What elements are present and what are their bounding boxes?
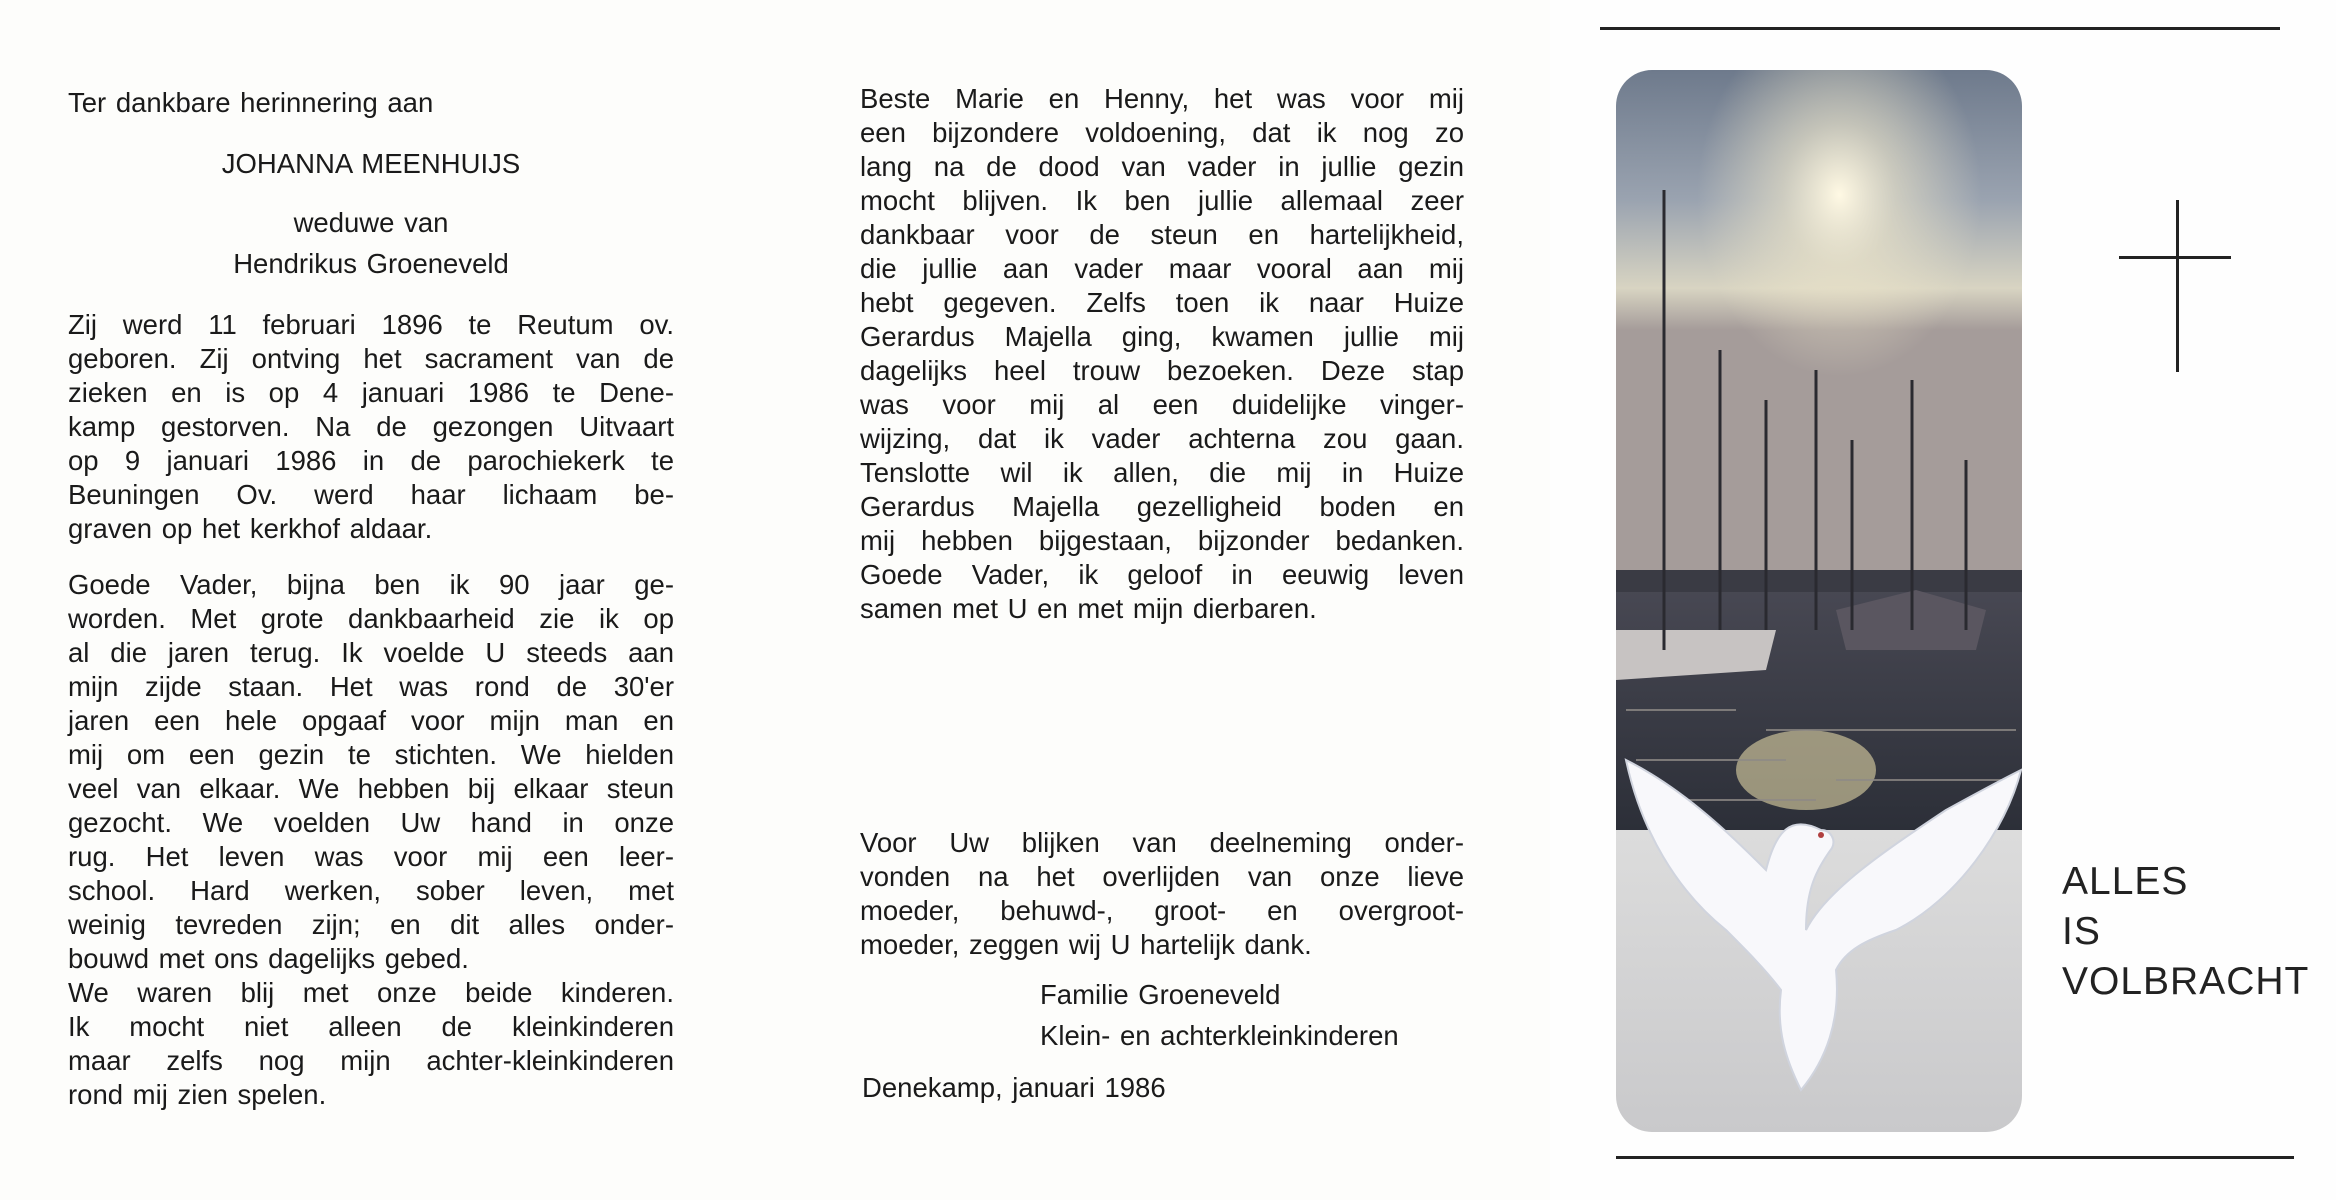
family-signature: Familie Groeneveld — [1040, 979, 1281, 1010]
text-line: rond mij zien spelen. — [68, 1079, 327, 1110]
text-line: al die jaren terug. Ik voelde U steeds aan — [68, 637, 674, 668]
text-line: veel van elkaar. We hebben bij elkaar steun — [68, 773, 674, 804]
text-line: Gerardus Majella gezelligheid boden en — [860, 491, 1464, 522]
text-line: Goede Vader, bijna ben ik 90 jaar ge- — [68, 569, 674, 600]
cross-icon — [2176, 200, 2179, 372]
harbor-photo-illustration — [1616, 70, 2022, 1132]
text-line: die jullie aan vader maar vooral aan mij — [860, 253, 1464, 284]
text-line: was voor mij al een duidelijke vinger- — [860, 389, 1464, 420]
thanks-paragraph — [860, 826, 1464, 962]
bottom-rule — [1616, 1156, 2294, 1159]
text-line: dagelijks heel trouw bezoeken. Deze stap — [860, 355, 1464, 386]
intro-text: Ter dankbare herinnering aan — [68, 87, 434, 118]
text-line: samen met U en met mijn dierbaren. — [860, 593, 1317, 624]
cross-bar — [2119, 256, 2231, 259]
text-line: mij om een gezin te stichten. We hielden — [68, 739, 674, 770]
text-line: moeder, zeggen wij U hartelijk dank. — [860, 929, 1312, 960]
text-line: lang na de dood van vader in jullie gezin — [860, 151, 1464, 182]
motto-line: ALLES — [2062, 860, 2189, 903]
deceased-name: JOHANNA MEENHUIJS — [221, 148, 521, 179]
left-panel — [0, 0, 860, 1200]
text-line: Voor Uw blijken van deelneming onder- — [860, 827, 1464, 858]
harbor-sunset-photo — [1616, 70, 2022, 1132]
biography-paragraph — [68, 308, 674, 546]
text-line: een bijzondere voldoening, dat ik nog zo — [860, 117, 1464, 148]
text-line: bouwd met ons dagelijks gebed. — [68, 943, 469, 974]
text-line: mijn zijde staan. Het was rond de 30'er — [68, 671, 674, 702]
text-line: zieken en is op 4 januari 1986 te Dene- — [68, 377, 674, 408]
text-line: Zij werd 11 februari 1896 te Reutum ov. — [68, 309, 674, 340]
text-line: vonden na het overlijden van onze lieve — [860, 861, 1464, 892]
text-line: rug. Het leven was voor mij een leer- — [68, 841, 674, 872]
text-line: hebt gegeven. Zelfs toen ik naar Huize — [860, 287, 1464, 318]
letter-paragraph — [860, 82, 1464, 626]
grandchildren-signature: Klein- en achterkleinkinderen — [1040, 1020, 1399, 1051]
motto-line: VOLBRACHT — [2062, 960, 2310, 1003]
text-line: maar zelfs nog mijn achter-kleinkinderen — [68, 1045, 674, 1076]
text-line: mij hebben bijgestaan, bijzonder bedanken. — [860, 525, 1464, 556]
prayer-paragraph — [68, 568, 674, 1112]
text-line: op 9 januari 1986 in de parochiekerk te — [68, 445, 674, 476]
top-rule — [1600, 27, 2280, 30]
place-date: Denekamp, januari 1986 — [862, 1072, 1166, 1103]
text-line: graven op het kerkhof aldaar. — [68, 513, 433, 544]
text-line: geboren. Zij ontving het sacrament van de — [68, 343, 674, 374]
text-line: Tenslotte wil ik allen, die mij in Huize — [860, 457, 1464, 488]
text-line: moeder, behuwd-, groot- en overgroot- — [860, 895, 1464, 926]
text-line: weinig tevreden zijn; en dit alles onder- — [68, 909, 674, 940]
text-line: gezocht. We voelden Uw hand in onze — [68, 807, 674, 838]
motto-line: IS — [2062, 910, 2101, 953]
text-line: We waren blij met onze beide kinderen. — [68, 977, 674, 1008]
text-line: Beuningen Ov. werd haar lichaam be- — [68, 479, 674, 510]
text-line: dankbaar voor de steun en hartelijkheid, — [860, 219, 1464, 250]
text-line: school. Hard werken, sober leven, met — [68, 875, 674, 906]
text-line: wijzing, dat ik vader achterna zou gaan. — [860, 423, 1464, 454]
motto-text — [2062, 857, 2309, 1007]
text-line: Beste Marie en Henny, het was voor mij — [860, 83, 1464, 114]
text-line: Goede Vader, ik geloof in eeuwig leven — [860, 559, 1464, 590]
text-line: kamp gestorven. Na de gezongen Uitvaart — [68, 411, 674, 442]
text-line: Ik mocht niet alleen de kleinkinderen — [68, 1011, 674, 1042]
husband-name: Hendrikus Groeneveld — [233, 248, 509, 279]
widow-of-text: weduwe van — [293, 207, 449, 238]
text-line: mocht blijven. Ik ben jullie allemaal zeer — [860, 185, 1464, 216]
text-line: worden. Met grote dankbaarheid zie ik op — [68, 603, 674, 634]
text-line: jaren een hele opgaaf voor mijn man en — [68, 705, 674, 736]
text-line: Gerardus Majella ging, kwamen jullie mij — [860, 321, 1464, 352]
